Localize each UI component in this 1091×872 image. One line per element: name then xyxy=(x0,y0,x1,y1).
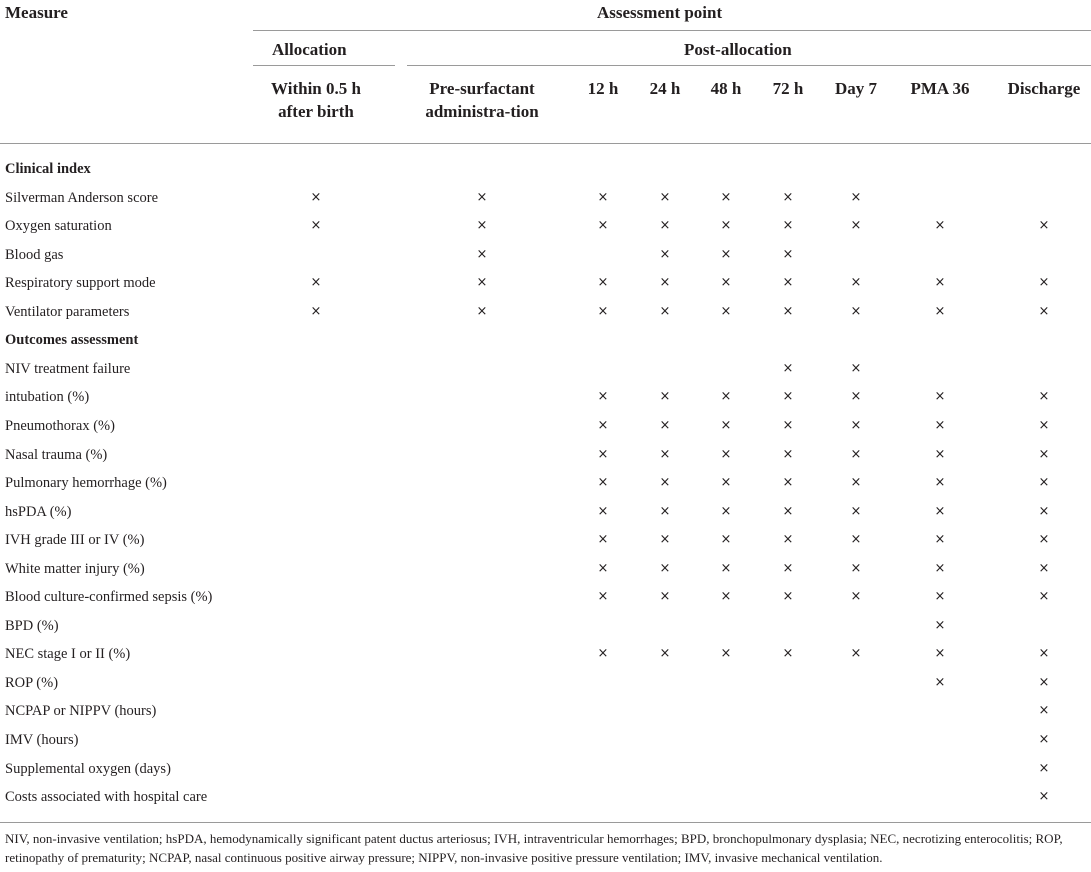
assessment-mark: × xyxy=(659,389,671,405)
table-row xyxy=(0,555,1091,583)
post-allocation-header: Post-allocation xyxy=(684,40,792,59)
assessment-mark: × xyxy=(850,503,862,519)
header-rule-bottom xyxy=(0,143,1091,144)
assessment-mark: × xyxy=(310,189,322,205)
measure-label: Pulmonary hemorrhage (%) xyxy=(5,475,167,492)
table-row xyxy=(0,355,1091,383)
assessment-mark: × xyxy=(1038,674,1050,690)
assessment-mark: × xyxy=(310,303,322,319)
assessment-mark: × xyxy=(782,560,794,576)
col-header-12h: 12 h xyxy=(587,79,619,98)
assessment-mark: × xyxy=(1038,503,1050,519)
assessment-mark: × xyxy=(659,303,671,319)
assessment-point-header: Assessment point xyxy=(597,3,723,22)
assessment-mark: × xyxy=(850,560,862,576)
assessment-mark: × xyxy=(597,389,609,405)
assessment-mark: × xyxy=(934,475,946,491)
measure-label: IVH grade III or IV (%) xyxy=(5,532,145,549)
section-header-row xyxy=(0,155,1091,183)
post-allocation-rule xyxy=(407,65,1091,66)
table-row xyxy=(0,669,1091,697)
assessment-mark: × xyxy=(476,303,488,319)
table-row xyxy=(0,269,1091,297)
assessment-mark: × xyxy=(476,275,488,291)
assessment-mark: × xyxy=(1038,703,1050,719)
assessment-mark: × xyxy=(1038,789,1050,805)
assessment-mark: × xyxy=(1038,218,1050,234)
section-label: Outcomes assessment xyxy=(5,332,139,349)
assessment-mark: × xyxy=(720,303,732,319)
assessment-mark: × xyxy=(782,275,794,291)
assessment-mark: × xyxy=(1038,760,1050,776)
table-row xyxy=(0,498,1091,526)
assessment-mark: × xyxy=(720,532,732,548)
assessment-mark: × xyxy=(850,589,862,605)
assessment-mark: × xyxy=(597,475,609,491)
allocation-rule xyxy=(253,65,395,66)
assessment-mark: × xyxy=(1038,417,1050,433)
assessment-mark: × xyxy=(597,446,609,462)
measure-label: Supplemental oxygen (days) xyxy=(5,760,171,777)
assessment-mark: × xyxy=(720,417,732,433)
assessment-mark: × xyxy=(934,446,946,462)
assessment-mark: × xyxy=(597,532,609,548)
table-row xyxy=(0,212,1091,240)
assessment-mark: × xyxy=(934,674,946,690)
assessment-mark: × xyxy=(659,275,671,291)
assessment-mark: × xyxy=(782,360,794,376)
assessment-mark: × xyxy=(934,503,946,519)
assessment-mark: × xyxy=(1038,532,1050,548)
assessment-mark: × xyxy=(850,275,862,291)
assessment-mark: × xyxy=(850,446,862,462)
assessment-mark: × xyxy=(782,417,794,433)
measure-label: Blood gas xyxy=(5,246,64,263)
assessment-mark: × xyxy=(934,218,946,234)
measure-label: ROP (%) xyxy=(5,674,59,691)
assessment-mark: × xyxy=(720,189,732,205)
assessment-mark: × xyxy=(934,560,946,576)
measure-label: Oxygen saturation xyxy=(5,218,112,235)
assessment-mark: × xyxy=(597,189,609,205)
col-header-discharge: Discharge xyxy=(1007,79,1081,98)
assessment-mark: × xyxy=(597,303,609,319)
assessment-mark: × xyxy=(720,503,732,519)
table-row xyxy=(0,612,1091,640)
assessment-mark: × xyxy=(659,218,671,234)
assessment-mark: × xyxy=(850,646,862,662)
measure-label: NEC stage I or II (%) xyxy=(5,646,131,663)
assessment-mark: × xyxy=(782,475,794,491)
assessment-mark: × xyxy=(720,560,732,576)
assessment-mark: × xyxy=(934,275,946,291)
measure-label: White matter injury (%) xyxy=(5,560,145,577)
assessment-mark: × xyxy=(850,532,862,548)
assessment-mark: × xyxy=(782,218,794,234)
assessment-mark: × xyxy=(720,389,732,405)
assessment-mark: × xyxy=(720,246,732,262)
measure-label: BPD (%) xyxy=(5,617,59,634)
assessment-mark: × xyxy=(597,646,609,662)
assessment-mark: × xyxy=(782,532,794,548)
table-rule-bottom xyxy=(0,822,1091,823)
assessment-mark: × xyxy=(597,275,609,291)
measure-label: Respiratory support mode xyxy=(5,275,156,292)
assessment-mark: × xyxy=(476,246,488,262)
assessment-mark: × xyxy=(476,189,488,205)
assessment-mark: × xyxy=(782,303,794,319)
col-header-day7: Day 7 xyxy=(834,79,878,98)
assessment-mark: × xyxy=(850,417,862,433)
measure-label: NIV treatment failure xyxy=(5,360,131,377)
assessment-mark: × xyxy=(782,646,794,662)
assessment-mark: × xyxy=(720,275,732,291)
table-row xyxy=(0,783,1091,811)
table-row xyxy=(0,640,1091,668)
col-header-pma36: PMA 36 xyxy=(910,79,970,98)
assessment-mark: × xyxy=(934,532,946,548)
col-header-within-0-5h: Within 0.5 h after birth xyxy=(271,79,361,121)
assessment-mark: × xyxy=(934,389,946,405)
assessment-mark: × xyxy=(850,189,862,205)
assessment-mark: × xyxy=(850,475,862,491)
assessment-mark: × xyxy=(850,218,862,234)
assessment-mark: × xyxy=(1038,475,1050,491)
col-header-48h: 48 h xyxy=(710,79,742,98)
assessment-mark: × xyxy=(597,417,609,433)
assessment-mark: × xyxy=(720,475,732,491)
assessment-mark: × xyxy=(850,360,862,376)
assessment-mark: × xyxy=(720,218,732,234)
table-row xyxy=(0,412,1091,440)
assessment-mark: × xyxy=(1038,446,1050,462)
col-header-pre-surfactant: Pre-surfactant administra-tion xyxy=(425,79,539,121)
measure-label: hsPDA (%) xyxy=(5,503,72,520)
assessment-mark: × xyxy=(1038,560,1050,576)
header-rule-top xyxy=(253,30,1091,31)
measure-header: Measure xyxy=(5,3,68,22)
assessment-mark: × xyxy=(659,646,671,662)
table-row xyxy=(0,241,1091,269)
assessment-mark: × xyxy=(1038,275,1050,291)
assessment-mark: × xyxy=(1038,389,1050,405)
assessment-mark: × xyxy=(659,189,671,205)
assessment-mark: × xyxy=(782,503,794,519)
assessment-mark: × xyxy=(720,646,732,662)
assessment-mark: × xyxy=(597,503,609,519)
table-footnote: NIV, non-invasive ventilation; hsPDA, hemodynamically significant patent ductus arteriosus; IVH, intraventricular hemorrhages; BPD, bronchopulmonary dysplasia; NEC, necrotizing enterocolitis; ROP, retinopathy of prematurity; NCPAP, nasal continuous positive airway pressure; NIPPV, non-invasive positive pressure ventilation; IMV, invasive mechanical ventilation. xyxy=(5,831,1063,865)
assessment-mark: × xyxy=(659,503,671,519)
assessment-mark: × xyxy=(782,189,794,205)
assessment-mark: × xyxy=(659,560,671,576)
table-row xyxy=(0,697,1091,725)
measure-label: Silverman Anderson score xyxy=(5,189,159,206)
assessment-mark: × xyxy=(659,417,671,433)
assessment-mark: × xyxy=(1038,303,1050,319)
measure-label: Blood culture-confirmed sepsis (%) xyxy=(5,589,213,606)
assessment-mark: × xyxy=(659,589,671,605)
measure-label: IMV (hours) xyxy=(5,732,79,748)
assessment-mark: × xyxy=(659,246,671,262)
measure-label: Pneumothorax (%) xyxy=(5,417,115,434)
assessment-mark: × xyxy=(720,446,732,462)
assessment-mark: × xyxy=(597,218,609,234)
measure-label: NCPAP or NIPPV (hours) xyxy=(5,703,157,720)
assessment-mark: × xyxy=(782,389,794,405)
assessment-mark: × xyxy=(597,560,609,576)
section-label: Clinical index xyxy=(5,161,91,177)
assessment-mark: × xyxy=(659,446,671,462)
table-row xyxy=(0,583,1091,611)
assessment-mark: × xyxy=(782,246,794,262)
assessment-mark: × xyxy=(310,275,322,291)
measure-label: intubation (%) xyxy=(5,389,90,406)
assessment-mark: × xyxy=(720,589,732,605)
assessment-mark: × xyxy=(934,617,946,633)
assessment-mark: × xyxy=(1038,646,1050,662)
table-row xyxy=(0,469,1091,497)
col-header-72h: 72 h xyxy=(772,79,804,98)
measure-label: Costs associated with hospital care xyxy=(5,789,208,806)
table-row xyxy=(0,726,1091,754)
assessment-mark: × xyxy=(597,589,609,605)
col-header-24h: 24 h xyxy=(649,79,681,98)
assessment-mark: × xyxy=(310,218,322,234)
assessment-mark: × xyxy=(934,417,946,433)
table-row xyxy=(0,755,1091,783)
assessment-mark: × xyxy=(782,446,794,462)
assessment-mark: × xyxy=(659,475,671,491)
assessment-mark: × xyxy=(850,303,862,319)
assessment-mark: × xyxy=(850,389,862,405)
measure-label: Nasal trauma (%) xyxy=(5,446,108,463)
measure-label: Ventilator parameters xyxy=(5,303,130,320)
assessment-mark: × xyxy=(659,532,671,548)
table-row xyxy=(0,184,1091,212)
assessment-mark: × xyxy=(934,303,946,319)
assessment-mark: × xyxy=(1038,732,1050,747)
table-row xyxy=(0,298,1091,326)
assessment-mark: × xyxy=(934,646,946,662)
allocation-header: Allocation xyxy=(272,40,347,59)
assessment-mark: × xyxy=(1038,589,1050,605)
table-row xyxy=(0,526,1091,554)
assessment-mark: × xyxy=(934,589,946,605)
assessment-mark: × xyxy=(782,589,794,605)
section-header-row xyxy=(0,326,1091,354)
assessment-mark: × xyxy=(476,218,488,234)
table-row xyxy=(0,383,1091,411)
table-row xyxy=(0,441,1091,469)
